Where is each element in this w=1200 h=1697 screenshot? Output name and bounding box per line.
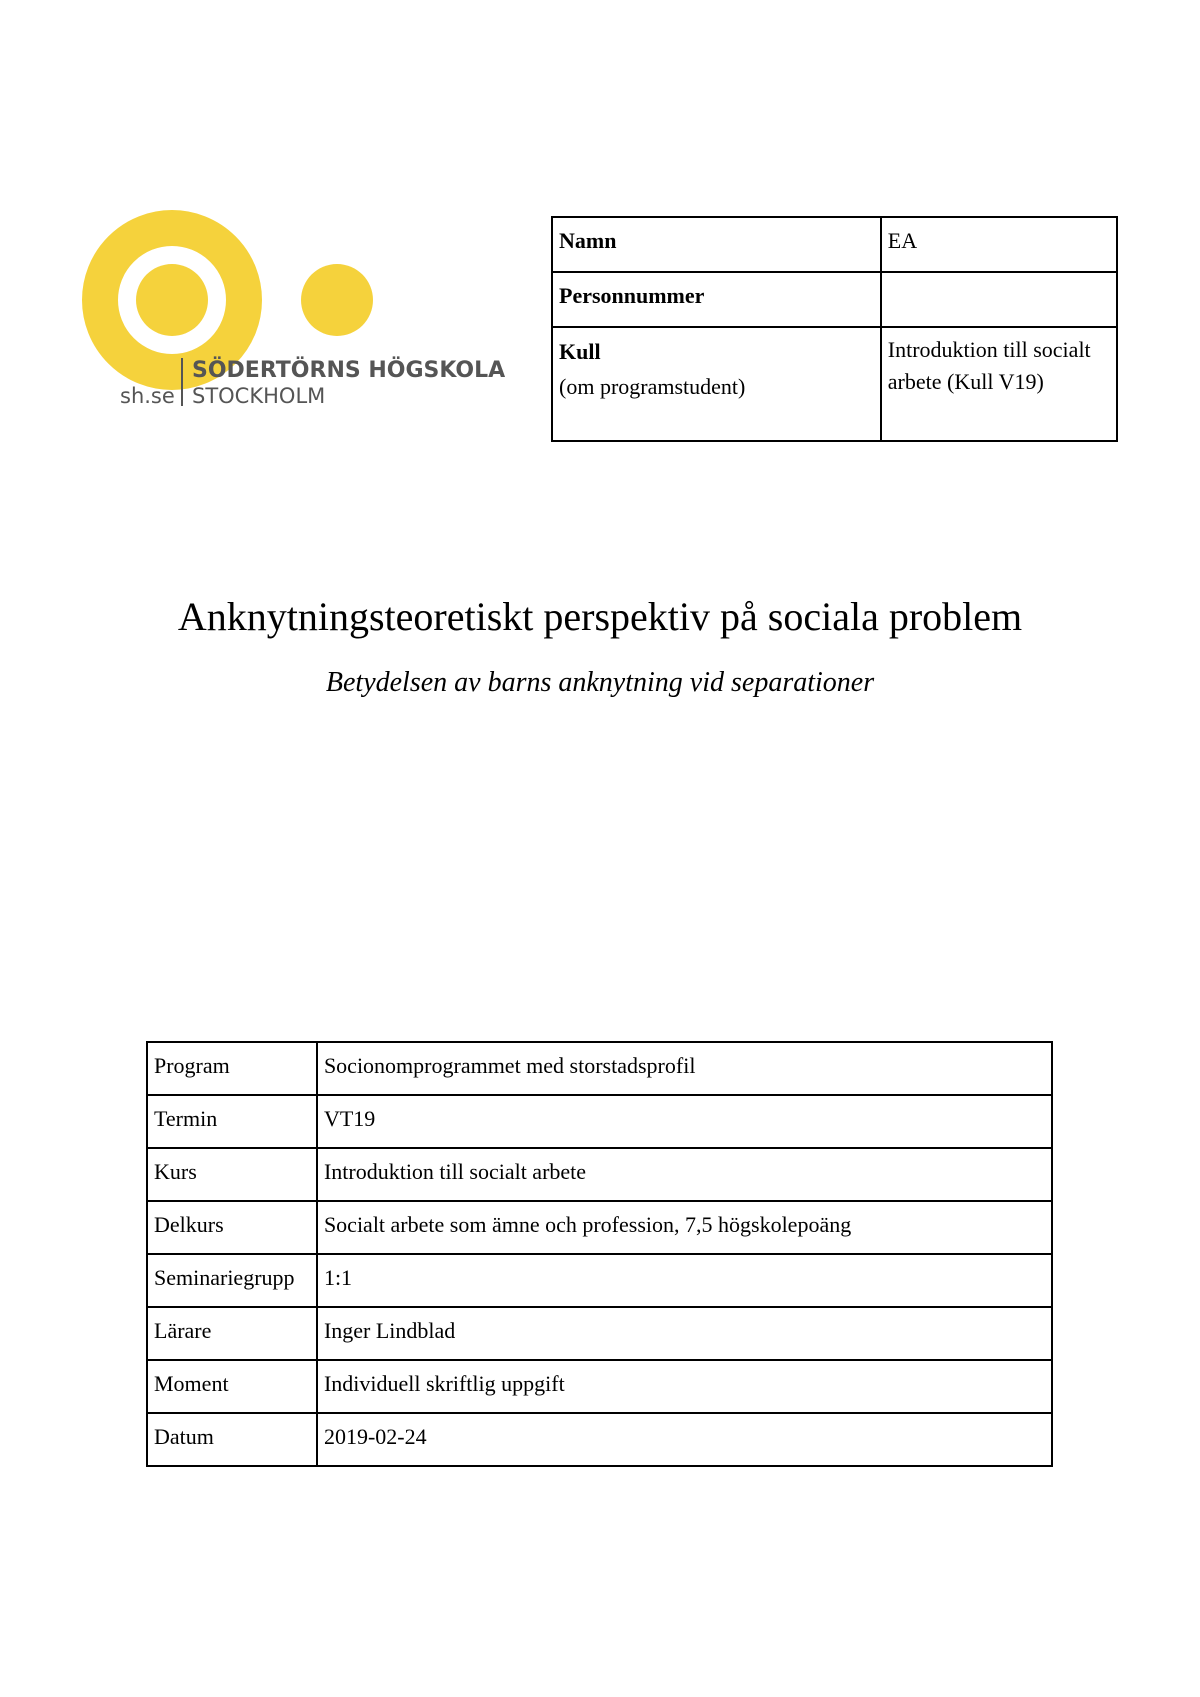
university-logo <box>82 210 532 420</box>
table-row <box>147 1148 1052 1201</box>
kull-value: Introduktion till socialt arbete (Kull V19) <box>881 327 1117 441</box>
course-value: Inger Lindblad <box>317 1307 1052 1360</box>
course-label: Moment <box>147 1360 317 1413</box>
logo-line2: STOCKHOLM <box>192 384 326 408</box>
table-row <box>147 1413 1052 1466</box>
personnummer-value <box>881 272 1117 327</box>
course-value: Socialt arbete som ämne och profession, 7,5 högskolepoäng <box>317 1201 1052 1254</box>
logo-domain: sh.se <box>120 384 175 408</box>
course-label: Datum <box>147 1413 317 1466</box>
course-value: Individuell skriftlig uppgift <box>317 1360 1052 1413</box>
course-label: Delkurs <box>147 1201 317 1254</box>
logo-right-dot <box>301 264 373 336</box>
kull-cell <box>552 327 881 441</box>
table-row <box>147 1201 1052 1254</box>
student-info-table <box>551 216 1118 442</box>
table-row <box>552 327 1117 441</box>
name-label: Namn <box>552 217 881 272</box>
course-label: Termin <box>147 1095 317 1148</box>
table-row <box>147 1095 1052 1148</box>
table-row <box>552 272 1117 327</box>
course-value: 2019-02-24 <box>317 1413 1052 1466</box>
course-info-table <box>146 1041 1053 1467</box>
name-value: EA <box>881 217 1117 272</box>
document-subtitle: Betydelsen av barns anknytning vid separationer <box>325 667 875 698</box>
course-value: 1:1 <box>317 1254 1052 1307</box>
course-label: Program <box>147 1042 317 1095</box>
table-row <box>147 1360 1052 1413</box>
table-row <box>147 1254 1052 1307</box>
course-label: Seminariegrupp <box>147 1254 317 1307</box>
logo-inner-dot <box>136 264 208 336</box>
course-label: Kurs <box>147 1148 317 1201</box>
table-row <box>147 1307 1052 1360</box>
course-value: Socionomprogrammet med storstadsprofil <box>317 1042 1052 1095</box>
document-title: Anknytningsteoretiskt perspektiv på sociala problem <box>177 594 1023 639</box>
table-row <box>552 217 1117 272</box>
kull-label: Kull <box>559 339 601 364</box>
logo-line1: SÖDERTÖRNS HÖGSKOLA <box>192 358 506 383</box>
kull-sublabel: (om programstudent) <box>559 374 746 400</box>
table-row <box>147 1042 1052 1095</box>
logo-graphic <box>82 210 532 420</box>
course-label: Lärare <box>147 1307 317 1360</box>
course-value: Introduktion till socialt arbete <box>317 1148 1052 1201</box>
personnummer-label: Personnummer <box>552 272 881 327</box>
course-value: VT19 <box>317 1095 1052 1148</box>
